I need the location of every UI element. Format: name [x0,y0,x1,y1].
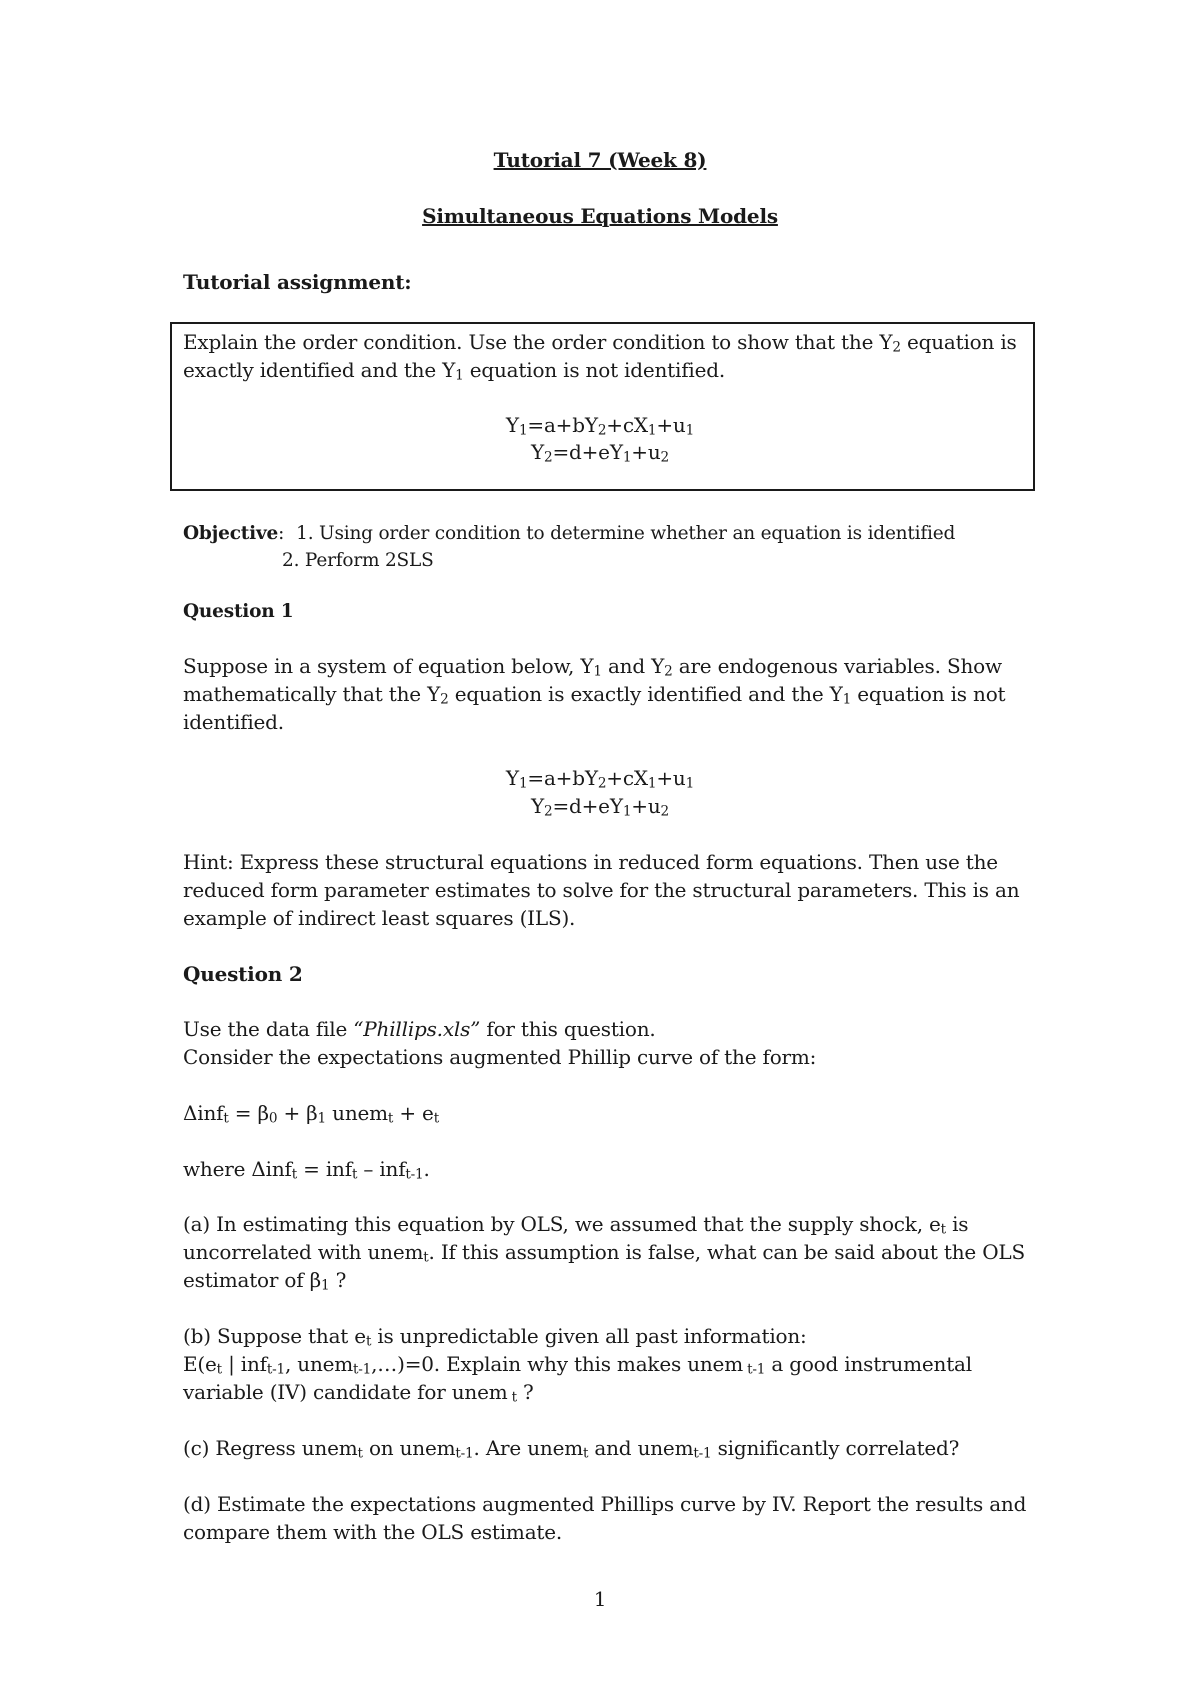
q2a-line-1: (a) In estimating this equation by OLS, we assumed that the supply shock, $e_t$ is [183,1212,969,1238]
assignment-heading: Tutorial assignment: [183,270,412,294]
q1-hint-line-1: Hint: Express these structural equations in reduced form equations. Then use the [183,850,998,874]
q2b-line-1: (b) Suppose that $e_t$ is unpredictable given all past information: [183,1324,807,1350]
q2-line-2: Consider the expectations augmented Phillip curve of the form: [183,1045,817,1069]
assignment-line-2: exactly identified and the $Y_1$ equation is not identified. [183,358,726,384]
q1-equation-y2: $Y_2=d+eY_1+u_2$ [531,794,669,820]
q2d-line-2: compare them with the OLS estimate. [183,1520,563,1544]
q2-equation: $\Delta inf_t = \beta_0 + \beta_1$ unem$_t$ + $e_t$ [183,1101,439,1127]
q1-hint-line-2: reduced form parameter estimates to solve for the structural parameters. This is an [183,878,1020,902]
objective-item-1: 1. Using order condition to determine whether an equation is identified [296,523,956,544]
data-file-name: “Phillips.xls” [353,1017,481,1041]
assignment-equation-y2: $Y_2=d+eY_1+u_2$ [531,440,669,466]
q1-line-2: mathematically that the $Y_2$ equation is exactly identified and the $Y_1$ equation is not [183,682,1006,708]
q2-line-1: Use the data file “Phillips.xls” for this question. [183,1017,656,1041]
page-title: Tutorial 7 (Week 8) [493,148,707,172]
q2d-line-1: (d) Estimate the expectations augmented Phillips curve by IV. Report the results and [183,1492,1027,1516]
q1-equation-y1: $Y_1=a+bY_2+cX_1+u_1$ [505,766,695,792]
q2a-line-2: uncorrelated with unem$_t$. If this assumption is false, what can be said about the OLS [183,1240,1025,1266]
objective-line-1: Objective: 1. Using order condition to determine whether an equation is identified [183,523,956,544]
question-1-heading: Question 1 [183,601,294,622]
assignment-equation-y1: $Y_1=a+bY_2+cX_1+u_1$ [505,413,695,439]
assignment-line-1: Explain the order condition. Use the order condition to show that the $Y_2$ equation is [183,330,1017,356]
page-number: 1 [593,1587,607,1611]
q2a-line-3: estimator of $\beta_1$ ? [183,1268,347,1294]
q1-line-1: Suppose in a system of equation below, $Y_1$ and $Y_2$ are endogenous variables. Show [183,654,1002,680]
q1-line-3: identified. [183,710,284,734]
q2b-line-2: $E(e_t$ | inf$_{t-1}$, unem$_{t-1}$,…)=0. Explain why this makes unem $_{t-1}$ a good instrumental [183,1352,972,1378]
page-subtitle: Simultaneous Equations Models [422,204,778,228]
q2c-line-1: (c) Regress unem$_t$ on unem$_{t-1}$. Are unem$_t$ and unem$_{t-1}$ significantly correlated? [183,1436,960,1462]
objective-label: Objective [183,523,279,544]
q2b-line-3: variable (IV) candidate for unem $_t$ ? [183,1380,534,1406]
question-2-heading: Question 2 [183,962,303,986]
objective-item-2: 2. Perform 2SLS [282,550,434,571]
q2-where-line: where Δinf$_t$ = inf$_t$ – inf$_{t-1}$. [183,1157,430,1183]
q1-hint-line-3: example of indirect least squares (ILS). [183,906,576,930]
